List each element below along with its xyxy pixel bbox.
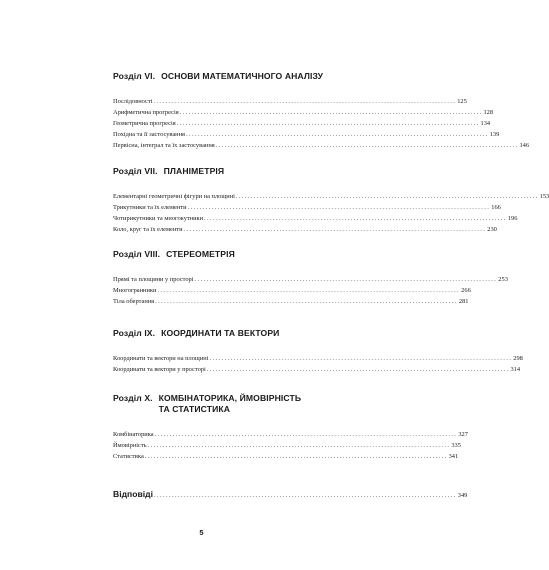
toc-entry[interactable] [113, 286, 471, 297]
section-title: СТЕРЕОМЕТРІЯ [166, 249, 235, 259]
leader-dots: ..................................................................................................... [185, 130, 489, 138]
entry-page: 139 [489, 130, 500, 138]
section-title-line: ТА СТАТИСТИКА [158, 404, 231, 414]
leader-dots: ..................................................................................................... [157, 286, 461, 294]
entry-title: Похідна та її застосування [113, 130, 185, 138]
section-heading [113, 328, 293, 339]
toc-entry[interactable] [113, 297, 469, 308]
entry-page: 335 [451, 441, 461, 449]
entry-title: Коло, круг та їх елементи [113, 225, 183, 233]
entry-title: Комбінаторика [113, 431, 154, 438]
toc-entry[interactable] [113, 214, 518, 225]
toc-entry[interactable] [113, 225, 497, 236]
section-label: Розділ VI. [113, 71, 156, 81]
toc-entry[interactable] [113, 203, 501, 214]
entry-title: Геометрична прогресія [113, 119, 176, 127]
entry-title: Статистика [113, 452, 144, 460]
section-heading [113, 249, 293, 260]
toc-entry[interactable] [113, 130, 500, 141]
section-label: Розділ IX. [113, 328, 156, 338]
entry-page: 314 [510, 365, 521, 373]
entry-page: 153 [539, 193, 549, 200]
entry-page: 125 [457, 98, 467, 105]
toc-entry[interactable] [113, 354, 523, 365]
section-title: ПЛАНІМЕТРІЯ [163, 166, 225, 176]
section-title [159, 393, 301, 415]
section-x [113, 393, 468, 463]
entry-list [113, 430, 468, 463]
section-heading [113, 166, 293, 177]
leader-dots: ..................................................................................................... [194, 276, 498, 283]
section-viii [113, 249, 508, 308]
toc-entry[interactable] [113, 365, 521, 376]
entry-title: Координати та вектори на площині [113, 355, 209, 362]
leader-dots: ..................................................................................................... [187, 203, 491, 211]
entry-list [113, 192, 549, 236]
section-vi [113, 71, 530, 151]
section-heading [113, 71, 324, 82]
leader-dots: ..................................................................................................... [154, 492, 457, 499]
toc-entry[interactable] [113, 119, 491, 130]
entry-title: Прямі та площини у просторі [113, 276, 194, 283]
entry-title: Чотирикутники та многокутники [113, 214, 204, 222]
entry-list [113, 354, 523, 376]
entry-title: Координати та вектори у просторі [113, 365, 206, 373]
entry-list [113, 275, 508, 308]
section-title-line: КОМБІНАТОРИКА, ЙМОВІРНІСТЬ [158, 393, 302, 403]
leader-dots: ..................................................................................................... [144, 452, 448, 460]
toc-entry[interactable] [113, 275, 508, 286]
entry-page: 341 [448, 452, 459, 460]
entry-page: 281 [458, 297, 469, 305]
entry-page: 253 [498, 276, 508, 283]
toc-entry[interactable] [113, 452, 459, 463]
answers-page: 349 [457, 492, 468, 499]
entry-title: Многогранники [113, 286, 157, 294]
section-label: Розділ VIII. [113, 249, 161, 259]
leader-dots: ..................................................................................................... [183, 225, 487, 233]
section-label: Розділ X. [113, 393, 153, 403]
leader-dots: ..................................................................................................... [204, 214, 507, 222]
entry-title: Ймовірність [113, 441, 147, 449]
entry-page: 146 [519, 141, 530, 149]
answers-title: Відповіді [113, 489, 154, 499]
section-title: КООРДИНАТИ ТА ВЕКТОРИ [161, 328, 280, 338]
entry-page: 128 [483, 108, 494, 116]
section-title: ОСНОВИ МАТЕМАТИЧНОГО АНАЛІЗУ [161, 71, 324, 81]
section-label: Розділ VII. [113, 166, 158, 176]
leader-dots: ..................................................................................................... [154, 431, 458, 438]
section-heading [113, 393, 302, 415]
entry-title: Арифметична прогресія [113, 108, 179, 116]
entry-page: 230 [487, 225, 497, 233]
leader-dots: ..................................................................................................... [147, 441, 451, 449]
answers-entry[interactable] [113, 489, 468, 499]
entry-page: 266 [461, 286, 471, 294]
section-vii [113, 166, 549, 236]
entry-page: 327 [458, 431, 468, 438]
entry-page: 196 [507, 214, 518, 222]
entry-list [113, 97, 530, 151]
entry-title: Послідовності [113, 98, 153, 105]
toc-entry[interactable] [113, 441, 461, 452]
leader-dots: ..................................................................................................... [179, 108, 483, 116]
toc-entry[interactable] [113, 430, 468, 441]
entry-page: 134 [480, 119, 491, 127]
entry-title: Трикутники та їх елементи [113, 203, 187, 211]
leader-dots: ..................................................................................................... [153, 98, 457, 105]
toc-entry[interactable] [113, 192, 549, 203]
leader-dots: ..................................................................................................... [235, 193, 539, 200]
entry-page: 298 [513, 355, 523, 362]
toc-entry[interactable] [113, 141, 530, 152]
page-number: 5 [199, 528, 204, 537]
leader-dots: ..................................................................................................... [209, 355, 513, 362]
entry-page: 166 [491, 203, 501, 211]
leader-dots: ..................................................................................................... [215, 141, 519, 149]
toc-entry[interactable] [113, 108, 494, 119]
toc-entry[interactable] [113, 97, 467, 108]
leader-dots: ..................................................................................................... [206, 365, 510, 373]
leader-dots: ..................................................................................................... [155, 297, 458, 305]
leader-dots: ..................................................................................................... [176, 119, 480, 127]
entry-title: Елементарні геометричні фігури на площині [113, 193, 235, 200]
entry-title: Первісна, інтеграл та їх застосування [113, 141, 215, 149]
entry-title: Тіла обертання [113, 297, 155, 305]
section-ix [113, 328, 523, 376]
